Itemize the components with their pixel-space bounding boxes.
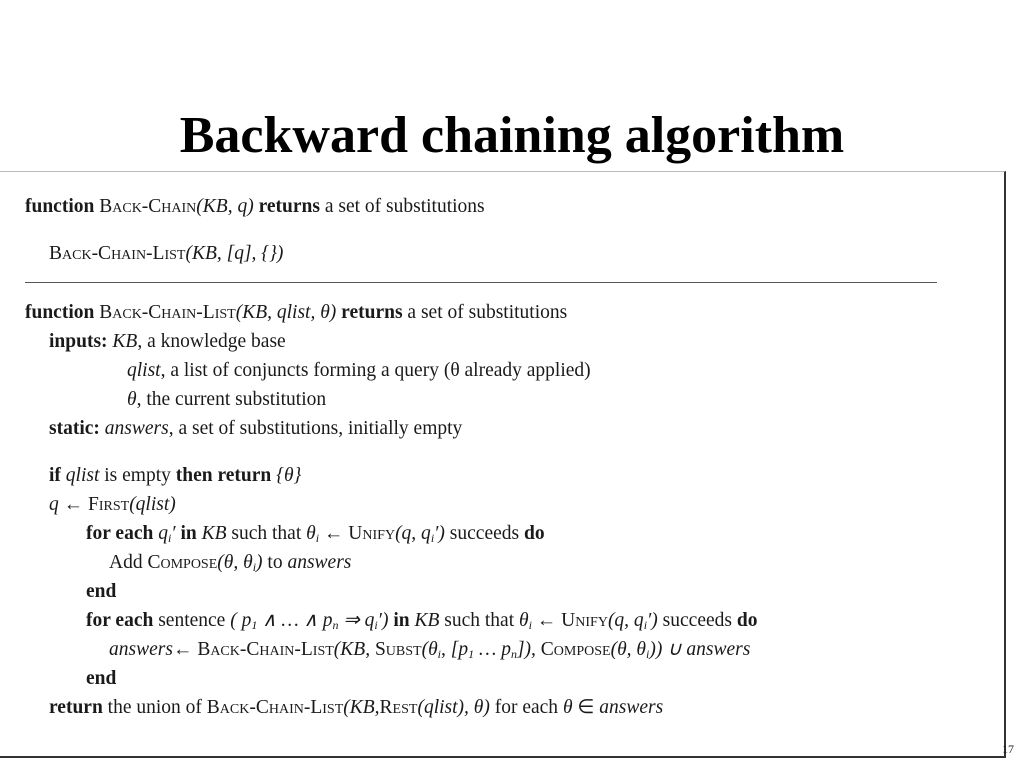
subst-args: … p — [474, 639, 511, 660]
subscript: n — [332, 618, 339, 632]
if-var: qlist — [65, 465, 100, 486]
for-each-2-line — [86, 609, 757, 633]
keyword-returns: returns — [341, 302, 403, 323]
prime-mark: ′ — [377, 610, 382, 631]
inputs-qlist-line — [127, 359, 591, 383]
rest-args: (qlist), θ) — [417, 697, 490, 718]
theta: θ — [306, 523, 316, 544]
keyword-return: return — [49, 697, 103, 718]
keyword-static: static: — [49, 418, 100, 439]
call-args: (KB, [q], {}) — [185, 243, 284, 264]
call-name: Back-Chain-List — [197, 639, 334, 660]
compose-close: ) — [256, 552, 263, 573]
keyword-returns: returns — [258, 196, 320, 217]
such-that: such that — [231, 523, 302, 544]
such-that: such that — [444, 610, 515, 631]
call-name: Back-Chain-List — [206, 697, 344, 718]
subst-args: , [p — [441, 639, 469, 660]
expr: ) — [381, 610, 389, 631]
subst-args: ]), — [516, 639, 536, 660]
theta: θ — [518, 610, 529, 631]
unify-close: ) — [438, 523, 445, 544]
if-value: {θ} — [276, 465, 302, 486]
expr: ⇒ q — [338, 610, 375, 631]
call-name: Back-Chain-List — [49, 243, 186, 264]
succeeds: succeeds — [662, 610, 732, 631]
compose-args: (θ, θ — [217, 552, 253, 573]
input-desc: , a knowledge base — [137, 331, 286, 352]
back-chain-list-signature — [25, 301, 567, 325]
input-desc: , the current substitution — [136, 389, 327, 410]
add-word: Add — [109, 552, 143, 573]
add-compose-line — [109, 551, 351, 575]
keyword-if: if — [49, 465, 61, 486]
input-desc: , a list of conjuncts forming a query (θ already applied) — [160, 360, 591, 381]
keyword-for-each: for each — [86, 610, 154, 631]
subscript: i — [167, 531, 172, 545]
static-var: answers — [104, 418, 169, 439]
answers-update-line — [109, 638, 750, 662]
subscript: i — [315, 531, 320, 545]
keyword-function: function — [25, 196, 95, 217]
keyword-in: in — [180, 523, 197, 544]
keyword-then-return: then return — [175, 465, 272, 486]
back-chain-signature — [25, 195, 485, 219]
return-text: the union of — [107, 697, 202, 718]
compose-args: )) ∪ — [649, 639, 682, 660]
function-name: Back-Chain — [99, 196, 197, 217]
unify-fn: Unify — [348, 523, 396, 544]
subscript: i — [374, 618, 378, 632]
input-var: θ — [127, 389, 137, 410]
subscript: i — [430, 531, 435, 545]
compose-fn: Compose — [147, 552, 218, 573]
page-number: 17 — [1002, 742, 1014, 756]
assign-arrow: ← — [536, 610, 557, 631]
rest-fn: Rest — [379, 697, 418, 718]
answers-var: answers — [109, 639, 173, 660]
subscript: i — [252, 560, 257, 574]
divider — [25, 282, 937, 283]
end-1: end — [86, 581, 117, 602]
inputs-kb-line — [49, 330, 286, 354]
function-args: (KB, qlist, θ) — [235, 302, 337, 323]
if-mid: is empty — [104, 465, 171, 486]
keyword-do: do — [523, 523, 545, 544]
end-2: end — [86, 668, 117, 689]
subscript: 1 — [468, 647, 475, 661]
for-each-1-line — [86, 522, 545, 546]
q-assign-line — [49, 493, 176, 517]
back-chain-body — [49, 242, 283, 266]
keyword-for-each: for each — [86, 523, 154, 544]
subscript: i — [646, 647, 650, 661]
subscript: i — [437, 647, 442, 661]
subscript: n — [510, 647, 517, 661]
assign-lhs: q ← — [49, 494, 84, 515]
sentence-word: sentence — [158, 610, 226, 631]
keyword-inputs: inputs: — [49, 331, 108, 352]
subscript: i — [528, 618, 532, 632]
prime-mark: ′ — [434, 523, 439, 544]
to-word: to — [267, 552, 283, 573]
call-args: (KB, — [343, 697, 380, 718]
element-of: ∈ — [577, 697, 595, 718]
answers-var: answers — [287, 552, 352, 573]
subst-fn: Subst — [374, 639, 422, 660]
prime-mark: ′ — [171, 523, 176, 544]
if-line — [49, 464, 301, 488]
subscript: i — [643, 618, 648, 632]
returns-text: a set of substitutions — [407, 302, 568, 323]
call-args: (KB, — [333, 639, 371, 660]
keyword-do: do — [736, 610, 758, 631]
expr: ( p — [230, 610, 252, 631]
return-line — [49, 696, 663, 720]
slide-title: Backward chaining algorithm — [179, 107, 845, 164]
for-each-text: for each — [494, 697, 559, 718]
unify-fn: Unify — [561, 610, 608, 631]
keyword-function: function — [25, 302, 95, 323]
static-line — [49, 417, 462, 441]
inputs-theta-line — [127, 388, 326, 412]
subscript: 1 — [251, 618, 258, 632]
kb-var: KB — [201, 523, 227, 544]
returns-text: a set of substitutions — [324, 196, 485, 217]
assign-arg: (qlist) — [129, 494, 176, 515]
succeeds: succeeds — [449, 523, 520, 544]
answers-var: answers — [599, 697, 664, 718]
compose-fn: Compose — [540, 639, 611, 660]
algorithm-figure — [0, 171, 1006, 758]
kb-var: KB — [414, 610, 440, 631]
unify-args: (q, q — [395, 523, 431, 544]
static-desc: , a set of substitutions, initially empty — [168, 418, 463, 439]
theta: θ — [562, 697, 573, 718]
function-name: Back-Chain-List — [99, 302, 236, 323]
function-args: (KB, q) — [196, 196, 254, 217]
loop-var: q — [158, 523, 168, 544]
unify-close: ) — [651, 610, 658, 631]
answers-var: answers — [686, 639, 751, 660]
unify-args: (q, q — [607, 610, 644, 631]
input-var: KB — [112, 331, 138, 352]
assign-arrow: ← — [323, 523, 344, 544]
compose-args: (θ, θ — [610, 639, 647, 660]
assign-fn: First — [88, 494, 130, 515]
prime-mark: ′ — [647, 610, 652, 631]
assign-arrow: ← — [172, 639, 193, 660]
input-var: qlist — [127, 360, 161, 381]
keyword-in: in — [393, 610, 410, 631]
expr: ∧ … ∧ p — [257, 610, 333, 631]
subst-args: (θ — [421, 639, 438, 660]
